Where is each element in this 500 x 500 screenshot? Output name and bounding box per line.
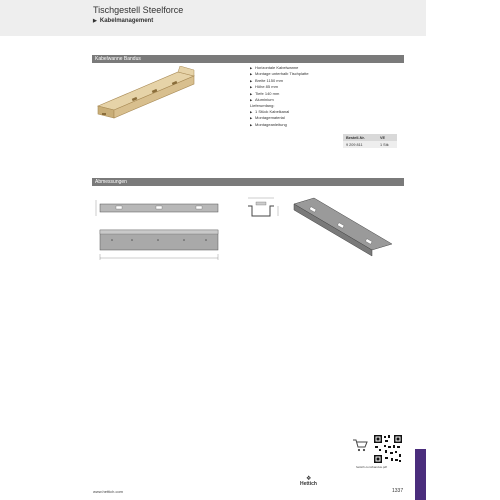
feature-list — [250, 65, 309, 103]
list-item: ▶ Höhe 85 mm — [250, 84, 278, 90]
hettich-logo-icon: ❖ — [306, 476, 312, 482]
triangle-right-icon: ▶ — [250, 72, 253, 77]
order-table — [343, 134, 397, 148]
list-item: ▶ Tiefe 140 mm — [250, 90, 280, 96]
section-bar-dimensions-label: Abmessungen — [95, 179, 127, 185]
triangle-right-icon: ▶ — [250, 98, 253, 103]
list-item: ▶ Montagematerial — [250, 115, 285, 121]
shopping-cart-icon — [352, 438, 368, 452]
section-bar-dimensions — [92, 178, 404, 186]
product-image-cable-tray — [92, 66, 202, 126]
triangle-right-icon: ▶ — [250, 116, 253, 121]
list-item: ▶ Horizontale Kabelwanne — [250, 65, 299, 70]
drawing-cross-section — [248, 198, 278, 216]
drawing-isometric — [294, 198, 392, 256]
table-header-cell: Bestell-Nr. — [343, 134, 377, 141]
section-bar-product-label: Kabelwanne Bandus — [95, 56, 141, 62]
triangle-right-icon: ▶ — [250, 78, 253, 83]
page-subtitle-text: Kabelmanagement — [99, 18, 154, 24]
list-item: ▶ 1 Stück Kabelkanal — [250, 109, 290, 114]
table-cell: 9 209 811 — [343, 141, 377, 148]
chapter-tab — [415, 449, 426, 500]
drawing-front-view — [100, 230, 218, 260]
page-title: Tischgestell Steelforce — [93, 5, 184, 15]
page-subtitle — [93, 18, 153, 24]
list-item: ▶ Montage unterhalb Tischplatte — [250, 71, 309, 77]
drawing-top-view — [96, 200, 218, 216]
list-item: ▶ Aluminium — [250, 97, 274, 103]
page-number: 1337 — [392, 488, 404, 494]
triangle-right-icon: ▶ — [93, 18, 97, 24]
list-item: ▶ Breite 1150 mm — [250, 77, 283, 83]
header-band — [0, 0, 426, 36]
footer-url[interactable]: www.hettich.com — [93, 489, 124, 494]
triangle-right-icon: ▶ — [250, 122, 253, 127]
scope-list — [250, 109, 289, 128]
triangle-right-icon: ▶ — [250, 85, 253, 90]
table-header-row — [343, 134, 397, 141]
footer-brand: Hettich — [300, 481, 317, 487]
table-header-cell: VE — [377, 134, 397, 141]
triangle-right-icon: ▶ — [250, 110, 253, 114]
dimension-drawings — [92, 188, 404, 268]
qr-caption: hettich.com/bandus.pdf — [356, 465, 388, 469]
triangle-right-icon: ▶ — [250, 91, 253, 96]
triangle-right-icon: ▶ — [250, 66, 253, 70]
table-row — [343, 141, 397, 148]
scope-heading: Lieferumfang: — [250, 103, 275, 108]
list-item: ▶ Montageanleitung — [250, 121, 287, 127]
table-cell: 1 Stk — [377, 141, 397, 148]
qr-code-icon — [373, 434, 403, 464]
section-bar-product — [92, 55, 404, 63]
